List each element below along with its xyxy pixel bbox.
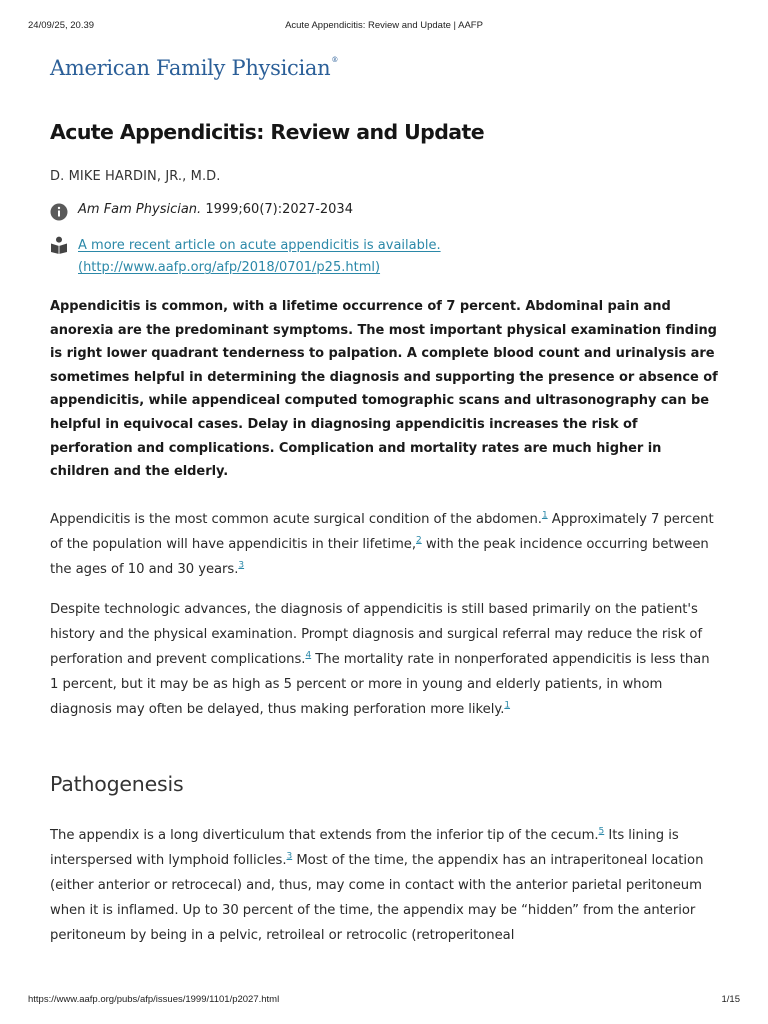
- section-heading-pathogenesis: Pathogenesis: [50, 771, 184, 796]
- p3-text-2: Its lining is interspersed with lymphoid follicles.: [50, 827, 679, 868]
- intro-paragraph-2: [50, 597, 718, 722]
- article-page: [50, 56, 718, 961]
- p1-text-2: Approximately 7 percent of the population will have appendicitis in their lifetime,: [50, 511, 714, 552]
- citation-text: [78, 202, 353, 217]
- article-author: D. MIKE HARDIN, JR., M.D.: [50, 169, 221, 184]
- print-tab-title: Acute Appendicitis: Review and Update | AAFP: [285, 20, 483, 31]
- print-header: [28, 20, 740, 31]
- recent-article-link[interactable]: [78, 235, 441, 279]
- pathogenesis-paragraph: [50, 823, 718, 948]
- citation-details: 1999;60(7):2027-2034: [201, 202, 353, 217]
- reference-link[interactable]: 1: [541, 510, 548, 521]
- print-footer: [28, 994, 740, 1005]
- notice-line-1: A more recent article on acute appendicitis is available.: [78, 238, 441, 253]
- reference-link[interactable]: 3: [238, 560, 245, 571]
- reader-icon: [50, 236, 68, 254]
- reference-link[interactable]: 3: [286, 851, 293, 862]
- p2-text-2: The mortality rate in nonperforated appendicitis is less than 1 percent, but it may be as high as 5 percent or more in young and elderly patients, in whom diagnosis may often be delayed, thus making perforation more likely.: [50, 651, 710, 717]
- article-abstract: Appendicitis is common, with a lifetime occurrence of 7 percent. Abdominal pain and anorexia are the predominant symptoms. The most important physical examination finding is right lower quadrant tenderness to palpation. A complete blood count and urinalysis are sometimes helpful in determining the diagnosis and supporting the presence or absence of appendicitis, while appendiceal computed tomographic scans and ultrasonography can be helpful in equivocal cases. Delay in diagnosing appendicitis increases the risk of perforation and complications. Complication and mortality rates are much higher in children and the elderly.: [50, 299, 718, 480]
- journal-name: Am Fam Physician.: [78, 202, 202, 217]
- print-datetime: 24/09/25, 20.39: [28, 20, 95, 31]
- reference-link[interactable]: 2: [416, 535, 422, 546]
- print-url: https://www.aafp.org/pubs/afp/issues/1999/1101/p2027.html: [28, 994, 280, 1005]
- site-logo-text: American Family Physician: [50, 56, 331, 80]
- p3-text-3: Most of the time, the appendix has an intraperitoneal location (either anterior or retrocecal) and, thus, may come in contact with the anterior parietal peritoneum when it is inflamed. Up to 30 percent of the time, the appendix may be “hidden” from the anterior peritoneum by being in a pelvic, retroileal or retrocolic (retroperitoneal: [50, 852, 704, 943]
- print-page-counter: 1/15: [721, 994, 740, 1005]
- p1-text-3: with the peak incidence occurring between the ages of 10 and 30 years.: [50, 536, 709, 577]
- info-icon[interactable]: [50, 203, 68, 221]
- article-title: Acute Appendicitis: Review and Update: [50, 120, 485, 144]
- intro-paragraph-1: [50, 507, 718, 582]
- p3-text-1: The appendix is a long diverticulum that extends from the inferior tip of the cecum.: [50, 827, 599, 843]
- p2-text-1: Despite technologic advances, the diagnosis of appendicitis is still based primarily on the patient's history and the physical examination. Prompt diagnosis and surgical referral may reduce the risk of perforation and prevent complications.: [50, 601, 703, 667]
- reference-link[interactable]: 1: [504, 700, 511, 711]
- notice-line-2: (http://www.aafp.org/afp/2018/0701/p25.html): [78, 260, 381, 275]
- site-logo-mark: ®: [331, 56, 339, 64]
- p1-text-1: Appendicitis is the most common acute surgical condition of the abdomen.: [50, 511, 542, 527]
- site-logo[interactable]: [50, 56, 718, 86]
- citation-row: [50, 202, 718, 221]
- reference-link[interactable]: 5: [598, 826, 605, 837]
- recent-article-notice: [50, 235, 718, 279]
- reference-link[interactable]: 4: [305, 650, 312, 661]
